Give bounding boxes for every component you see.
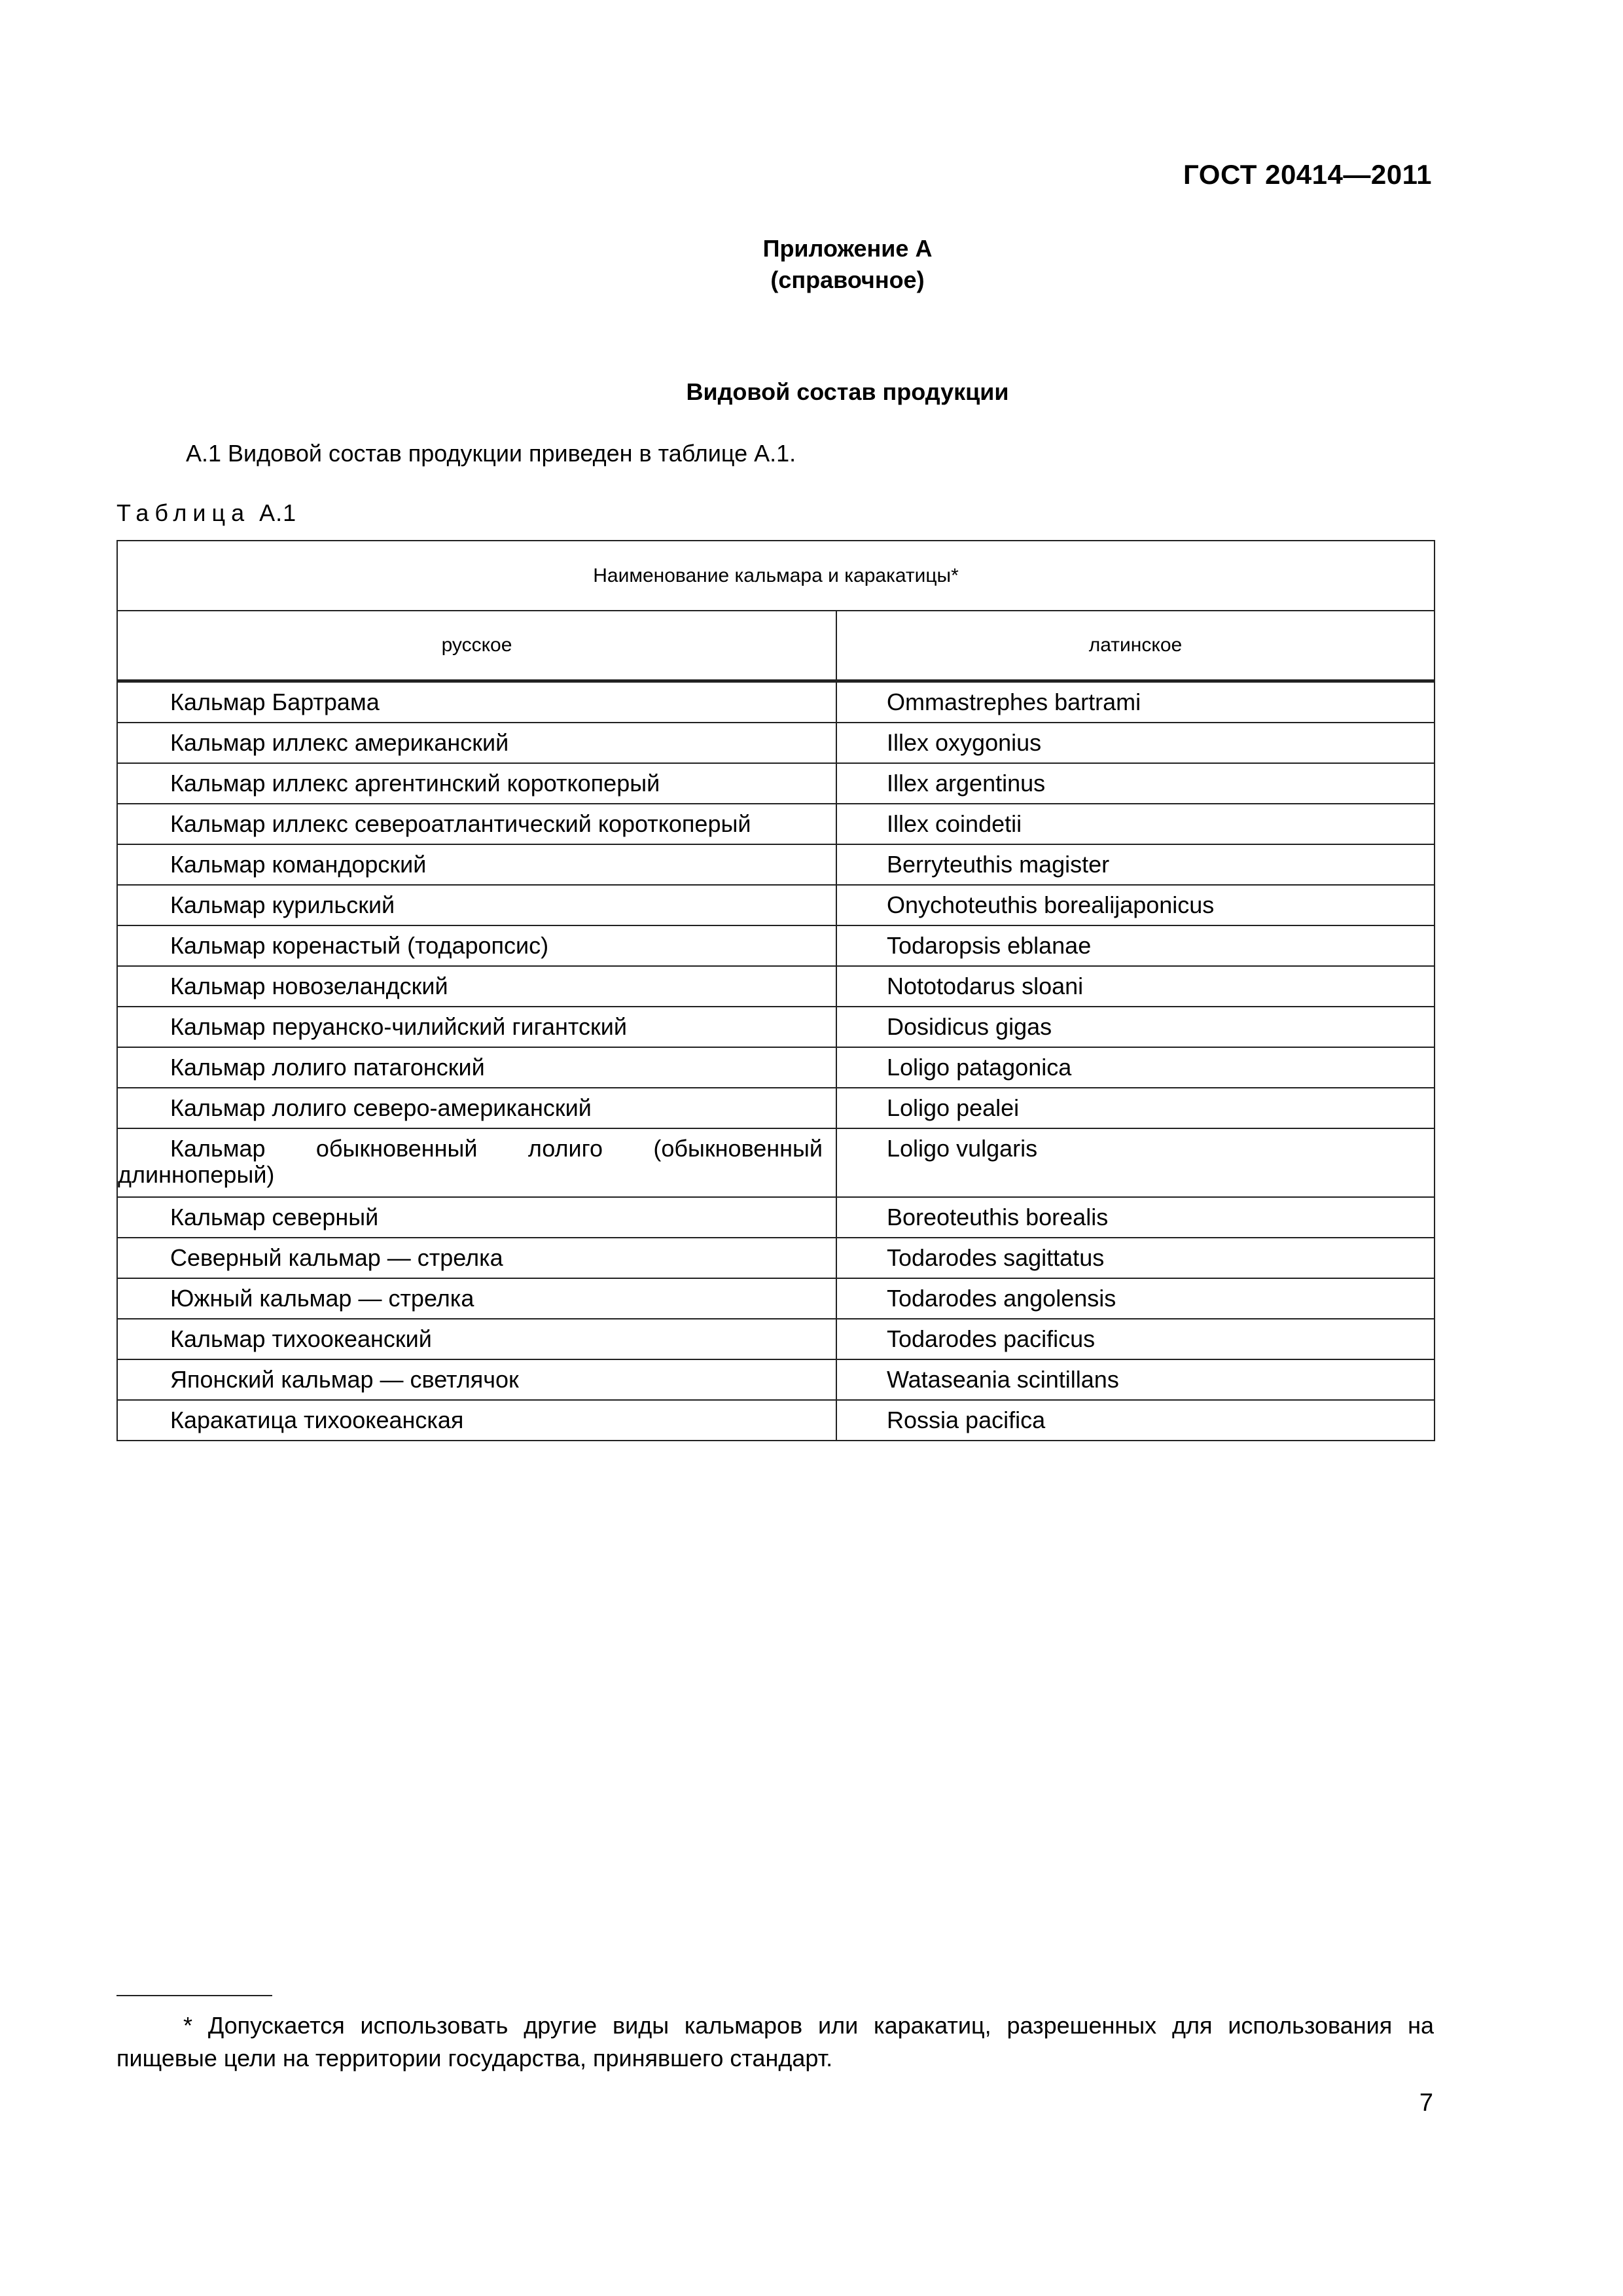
header-russian: русское	[117, 611, 836, 681]
table-header-row	[117, 541, 1435, 611]
species-russian-name: Японский кальмар — светлячок	[117, 1359, 836, 1400]
table-row	[117, 1400, 1435, 1441]
intro-paragraph: А.1 Видовой состав продукции приведен в таблице А.1.	[186, 440, 796, 467]
species-latin-name: Nototodarus sloani	[836, 966, 1435, 1007]
table-row	[117, 1088, 1435, 1128]
table-row	[117, 1197, 1435, 1238]
species-latin-name: Loligo patagonica	[836, 1047, 1435, 1088]
table-row	[117, 1359, 1435, 1400]
table-row	[117, 1007, 1435, 1047]
species-latin-name: Todarodes sagittatus	[836, 1238, 1435, 1278]
species-latin-name: Berryteuthis magister	[836, 844, 1435, 885]
species-russian-name: Кальмар перуанско-чилийский гигантский	[117, 1007, 836, 1047]
species-table-body	[117, 681, 1435, 1441]
species-latin-name: Illex argentinus	[836, 763, 1435, 804]
species-latin-name: Loligo vulgaris	[836, 1128, 1435, 1197]
species-latin-name: Illex oxygonius	[836, 723, 1435, 763]
species-russian-name: Кальмар новозеландский	[117, 966, 836, 1007]
table-row	[117, 681, 1435, 723]
table-row	[117, 804, 1435, 844]
footnote-divider	[116, 1995, 272, 1996]
species-russian-name: Кальмар командорский	[117, 844, 836, 885]
species-latin-name: Wataseania scintillans	[836, 1359, 1435, 1400]
species-latin-name: Rossia pacifica	[836, 1400, 1435, 1441]
species-latin-name: Ommastrephes bartrami	[836, 681, 1435, 723]
appendix-heading	[0, 233, 1623, 296]
table-row	[117, 1278, 1435, 1319]
table-row	[117, 1047, 1435, 1088]
appendix-subtitle: (справочное)	[770, 266, 925, 293]
species-latin-name: Todaropsis eblanae	[836, 925, 1435, 966]
species-russian-name: Каракатица тихоокеанская	[117, 1400, 836, 1441]
header-name: Наименование кальмара и каракатицы*	[117, 541, 1435, 611]
species-russian-name: Кальмар иллекс американский	[117, 723, 836, 763]
species-russian-name: Кальмар иллекс аргентинский короткоперый	[117, 763, 836, 804]
table-row	[117, 844, 1435, 885]
table-row	[117, 966, 1435, 1007]
table-subheader-row	[117, 611, 1435, 681]
species-latin-name: Todarodes pacificus	[836, 1319, 1435, 1359]
species-russian-name	[117, 1128, 836, 1197]
table-caption-label: Таблица	[116, 499, 251, 526]
species-russian-name: Кальмар иллекс североатлантический короткоперый	[117, 804, 836, 844]
species-russian-name: Кальмар северный	[117, 1197, 836, 1238]
header-latin: латинское	[836, 611, 1435, 681]
species-russian-name: Кальмар курильский	[117, 885, 836, 925]
species-russian-name: Кальмар лолиго патагонский	[117, 1047, 836, 1088]
section-title: Видовой состав продукции	[686, 378, 1009, 405]
table-row	[117, 723, 1435, 763]
species-latin-name: Boreoteuthis borealis	[836, 1197, 1435, 1238]
species-russian-name: Кальмар Бартрама	[117, 681, 836, 723]
species-table	[116, 540, 1435, 1441]
species-russian-name: Северный кальмар — стрелка	[117, 1238, 836, 1278]
species-latin-name: Onychoteuthis borealijaponicus	[836, 885, 1435, 925]
species-russian-name: Кальмар тихоокеанский	[117, 1319, 836, 1359]
table-caption-number: А.1	[259, 499, 297, 526]
species-latin-name: Dosidicus gigas	[836, 1007, 1435, 1047]
table-row	[117, 1128, 1435, 1197]
table-caption	[116, 499, 296, 527]
table-row	[117, 763, 1435, 804]
species-russian-text: Кальмар обыкновенный лолиго (обыкновенный длинноперый)	[118, 1135, 823, 1188]
species-russian-name: Кальмар лолиго северо-американский	[117, 1088, 836, 1128]
species-russian-name: Кальмар коренастый (тодаропсис)	[117, 925, 836, 966]
footnote: * Допускается использовать другие виды кальмаров или каракатиц, разрешенных для использования на пищевые цели на территории государства, принявшего стандарт.	[116, 2012, 1434, 2072]
table-row	[117, 885, 1435, 925]
species-russian-name: Южный кальмар — стрелка	[117, 1278, 836, 1319]
page-number: 7	[1419, 2089, 1433, 2117]
table-row	[117, 1238, 1435, 1278]
species-latin-name: Illex coindetii	[836, 804, 1435, 844]
document-code: ГОСТ 20414—2011	[1183, 159, 1432, 190]
appendix-title: Приложение А	[762, 235, 933, 262]
table-row	[117, 1319, 1435, 1359]
species-latin-name: Todarodes angolensis	[836, 1278, 1435, 1319]
table-row	[117, 925, 1435, 966]
species-latin-name: Loligo pealei	[836, 1088, 1435, 1128]
